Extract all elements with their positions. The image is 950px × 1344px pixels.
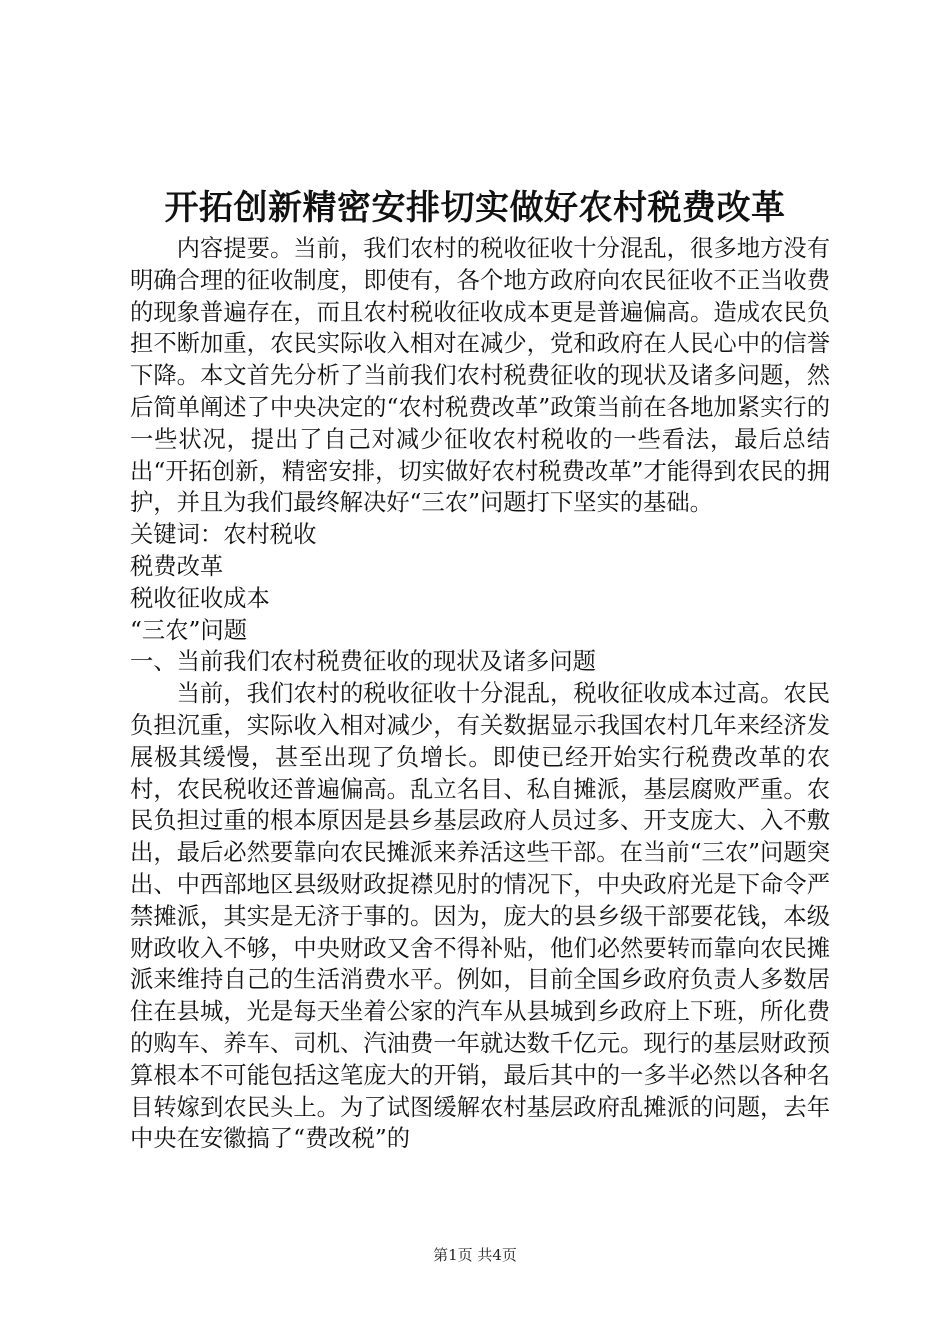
- section-heading: 一、当前我们农村税费征收的现状及诸多问题: [130, 648, 596, 676]
- section-paragraph: 当前，我们农村的税收征收十分混乱，税收征收成本过高。农民负担沉重，实际收入相对减少，有关数据显示我国农村几年来经济发展极其缓慢，甚至出现了负增长。即使已经开始实行税费改革的农村，农民税收还普遍偏高。乱立名目、私自摊派，基层腐败严重。农民负担过重的根本原因是县乡基层政府人员过多、开支庞大、入不敷出，最后必然要靠向农民摊派来养活这些干部。在当前“三农”问题突出、中西部地区县级财政捉襟见肘的情况下，中央政府光是下命令严禁摊派，其实是无济于事的。因为，庞大的县乡级干部要花钱，本级财政收入不够，中央财政又舍不得补贴，他们必然要转而靠向农民摊派来维持自己的生活消费水平。例如，目前全国乡政府负责人多数居住在县城，光是每天坐着公家的汽车从县城到乡政府上下班，所化费的购车、养车、司机、汽油费一年就达数千亿元。现行的基层财政预算根本不可能包括这笔庞大的开销，最后其中的一多半必然以各种名目转嫁到农民头上。为了试图缓解农村基层政府乱摊派的问题，去年中央在安徽搞了“费改税”的: [130, 680, 830, 1153]
- keyword-item: 农村税收: [223, 521, 317, 549]
- keywords-line: [130, 519, 830, 551]
- page-footer: 第1页 共4页: [433, 1246, 517, 1264]
- document-title: 开拓创新精密安排切实做好农村税费改革: [164, 188, 786, 228]
- abstract-paragraph: 内容提要。当前，我们农村的税收征收十分混乱，很多地方没有明确合理的征收制度，即使有，各个地方政府向农民征收不正当收费的现象普遍存在，而且农村税收征收成本更是普遍偏高。造成农民负担不断加重，农民实际收入相对在减少，党和政府在人民心中的信誉下降。本文首先分析了当前我们农村税费征收的现状及诸多问题，然后简单阐述了中央决定的“农村税费改革”政策当前在各地加紧实行的一些状况，提出了自己对减少征收农村税收的一些看法，最后总结出“开拓创新，精密安排，切实做好农村税费改革”才能得到农民的拥护，并且为我们最终解决好“三农”问题打下坚实的基础。: [130, 235, 830, 517]
- keyword-item: 税费改革: [130, 552, 224, 580]
- keywords-label: 关键词：: [130, 521, 224, 549]
- keyword-item: “三农”问题: [130, 616, 248, 644]
- document-body: [130, 233, 830, 1155]
- keyword-item: 税收征收成本: [130, 584, 270, 612]
